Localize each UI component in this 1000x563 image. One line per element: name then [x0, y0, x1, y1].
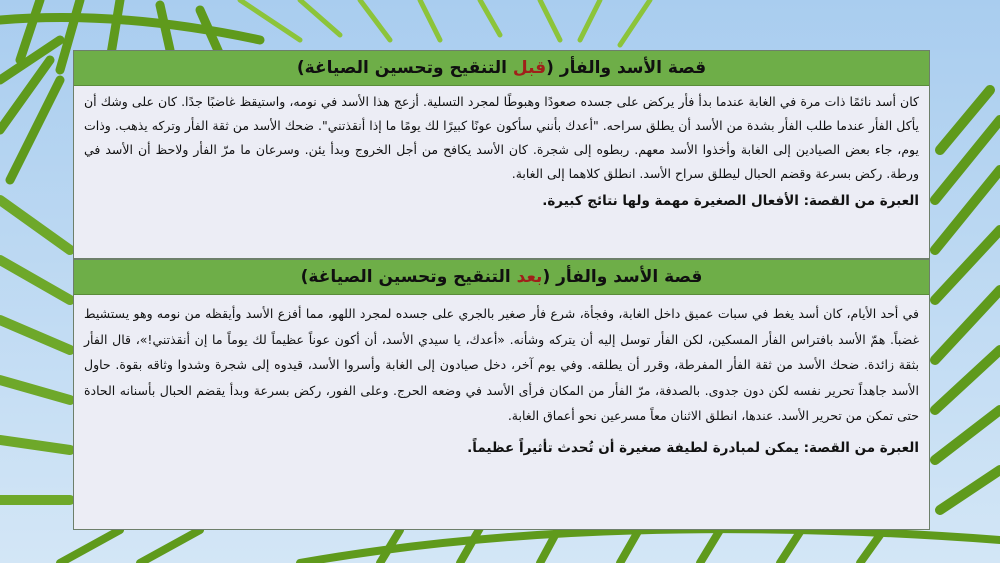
- story-after-text: في أحد الأيام، كان أسد يغط في سبات عميق داخل الغابة، وفجأة، شرع فأر صغير بالجري على جسده لمجرد اللهو، مما أفزع الأسد وأيقظه من نومه وهو يستشيط غضباً. همّ الأسد بافتراس الفأر المسكين، لكن الفأر توسل إليه أن يتركه وشأنه. «أعدك، يا سيدي الأسد، أن أكون عوناً عظيماً لك يوماً ما إن أنقذتني!»، قال الفأر بثقة زائدة. ضحك الأسد من ثقة الفأر المفرطة، وقرر أن يطلقه. وفي يوم آخر، دخل صيادون إلى الغابة وأسروا الأسد، قيدوه إلى شجرة وشدوا وثاقه بقوة. حاول الأسد جاهداً تحرير نفسه لكن دون جدوى. بالصدفة، مرّ الفأر من المكان فرأى الأسد في وضعه الحرج. وعلى الفور، ركض بسرعة وبدأ يقضم الحبال بأسنانه الحادة حتى تمكن من تحرير الأسد. عندها، انطلق الاثنان معاً مسرعين نحو أعماق الغابة.: [84, 306, 919, 423]
- story-after-body: [74, 295, 929, 529]
- after-highlight: بعد: [516, 267, 543, 287]
- story-before-card: [73, 50, 930, 259]
- story-before-title: قصة الأسد والفأر (قبل التنقيح وتحسين الصياغة): [74, 51, 929, 86]
- story-after-title: قصة الأسد والفأر (بعد التنقيح وتحسين الصياغة): [74, 260, 929, 295]
- story-after-moral: العبرة من القصة: يمكن لمبادرة لطيفة صغيرة أن تُحدث تأثيراً عظيماً.: [467, 439, 919, 456]
- story-before-body: [74, 86, 929, 258]
- story-before-text: كان أسد نائمًا ذات مرة في الغابة عندما بدأ فأر يركض على جسده صعودًا وهبوطًا لمجرد التسلية. أزعج هذا الأسد في نومه، واستيقظ غاضبًا جدًا. كان على وشك أن يأكل الفأر عندما طلب الفأر بشدة من الأسد أن يطلق سراحه. "أعدك بأنني سأكون عونًا كبيرًا لك يومًا ما إذا أنقذتني". ضحك الأسد من ثقة الفأر وتركه يذهب. وذات يوم، جاء بعض الصيادين إلى الغابة وأخذوا الأسد معهم. ربطوه إلى شجرة. كان الأسد يكافح من أجل الخروج وبدأ يئن. وسرعان ما مرّ الفأر ولاحظ أن الأسد في ورطة. ركض بسرعة وقضم الحبال ليطلق سراح الأسد. انطلق كلاهما إلى الغابة.: [84, 94, 919, 181]
- before-highlight: قبل: [512, 58, 547, 78]
- story-after-card: [73, 259, 930, 530]
- story-before-moral: العبرة من القصة: الأفعال الصغيرة مهمة ولها نتائج كبيرة.: [542, 193, 919, 209]
